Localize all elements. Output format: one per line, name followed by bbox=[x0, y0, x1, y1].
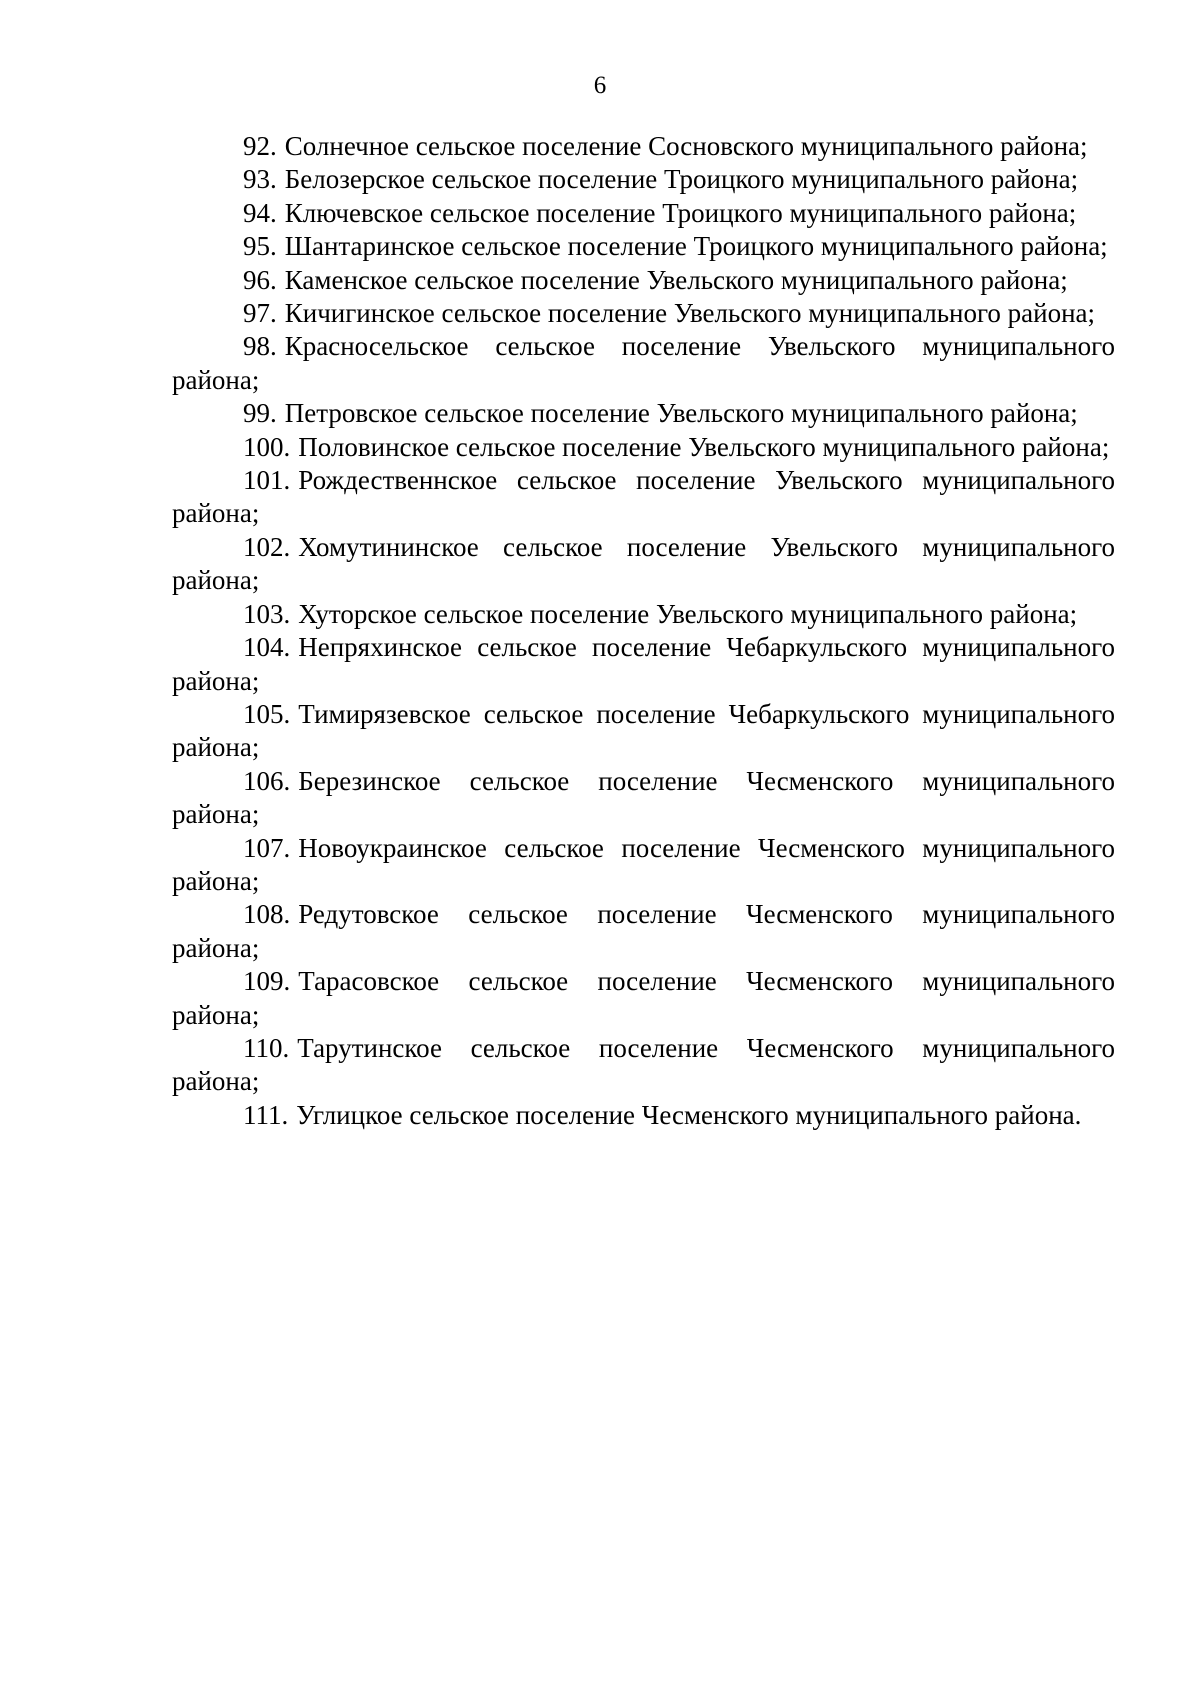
item-text: Редутовское сельское поселение Чесменского муниципального района; bbox=[172, 899, 1115, 963]
item-number: 99. bbox=[243, 398, 277, 429]
item-number: 104. bbox=[243, 632, 291, 663]
item-number: 110. bbox=[243, 1032, 290, 1063]
list-item bbox=[172, 1032, 1115, 1099]
list-item bbox=[172, 898, 1115, 965]
list-item bbox=[172, 431, 1115, 464]
item-text: Рождественнское сельское поселение Увельского муниципального района; bbox=[172, 465, 1115, 529]
item-number: 93. bbox=[243, 164, 277, 195]
list-item bbox=[172, 130, 1115, 163]
item-number: 103. bbox=[243, 598, 291, 629]
item-text: Тарутинское сельское поселение Чесменского муниципального района; bbox=[172, 1032, 1115, 1097]
item-text: Ключевское сельское поселение Троицкого муниципального района; bbox=[284, 197, 1077, 228]
list-item bbox=[172, 965, 1115, 1032]
item-text: Хуторское сельское поселение Увельского муниципального района; bbox=[298, 598, 1078, 629]
item-text: Новоукраинское сельское поселение Чесменского муниципального района; bbox=[172, 832, 1115, 896]
item-text: Непряхинское сельское поселение Чебаркульского муниципального района; bbox=[172, 632, 1115, 696]
item-text: Солнечное сельское поселение Сосновского муниципального района; bbox=[284, 131, 1088, 161]
item-number: 100. bbox=[243, 431, 291, 462]
settlement-list bbox=[172, 130, 1115, 1132]
item-number: 95. bbox=[243, 231, 277, 262]
item-number: 98. bbox=[243, 331, 277, 362]
item-number: 92. bbox=[243, 131, 277, 161]
list-item bbox=[172, 464, 1115, 531]
page-number: 6 bbox=[593, 72, 607, 99]
list-item bbox=[172, 163, 1115, 196]
item-number: 97. bbox=[243, 298, 277, 329]
item-number: 109. bbox=[243, 966, 291, 997]
list-item bbox=[172, 230, 1115, 263]
list-item bbox=[172, 698, 1115, 765]
item-text: Тимирязевское сельское поселение Чебаркульского муниципального района; bbox=[172, 698, 1115, 763]
list-item bbox=[172, 1099, 1115, 1132]
list-item bbox=[172, 631, 1115, 698]
item-text: Тарасовское сельское поселение Чесменского муниципального района; bbox=[172, 966, 1115, 1030]
item-number: 94. bbox=[243, 197, 277, 228]
item-number: 105. bbox=[243, 698, 291, 729]
list-item bbox=[172, 832, 1115, 899]
item-text: Кичигинское сельское поселение Увельского муниципального района; bbox=[284, 298, 1096, 329]
item-text: Углицкое сельское поселение Чесменского муниципального района. bbox=[296, 1099, 1082, 1130]
item-number: 108. bbox=[243, 899, 291, 930]
item-text: Каменское сельское поселение Увельского муниципального района; bbox=[284, 264, 1068, 295]
list-item bbox=[172, 330, 1115, 397]
list-item bbox=[172, 264, 1115, 297]
item-number: 101. bbox=[243, 465, 291, 496]
list-item bbox=[172, 765, 1115, 832]
item-number: 96. bbox=[243, 264, 277, 295]
list-item bbox=[172, 598, 1115, 631]
item-text: Петровское сельское поселение Увельского муниципального района; bbox=[284, 398, 1078, 429]
list-item bbox=[172, 297, 1115, 330]
item-text: Половинское сельское поселение Увельского муниципального района; bbox=[298, 431, 1110, 462]
item-text: Шантаринское сельское поселение Троицкого муниципального района; bbox=[284, 231, 1108, 262]
item-number: 102. bbox=[243, 531, 291, 562]
item-text: Белозерское сельское поселение Троицкого муниципального района; bbox=[284, 164, 1079, 195]
list-item bbox=[172, 397, 1115, 430]
item-text: Березинское сельское поселение Чесменского муниципального района; bbox=[172, 765, 1115, 830]
item-number: 111. bbox=[243, 1099, 289, 1130]
item-number: 106. bbox=[243, 765, 291, 796]
list-item bbox=[172, 531, 1115, 598]
item-number: 107. bbox=[243, 832, 291, 863]
list-item bbox=[172, 197, 1115, 230]
item-text: Красносельское сельское поселение Увельского муниципального района; bbox=[172, 331, 1115, 395]
item-text: Хомутининское сельское поселение Увельского муниципального района; bbox=[172, 531, 1115, 596]
